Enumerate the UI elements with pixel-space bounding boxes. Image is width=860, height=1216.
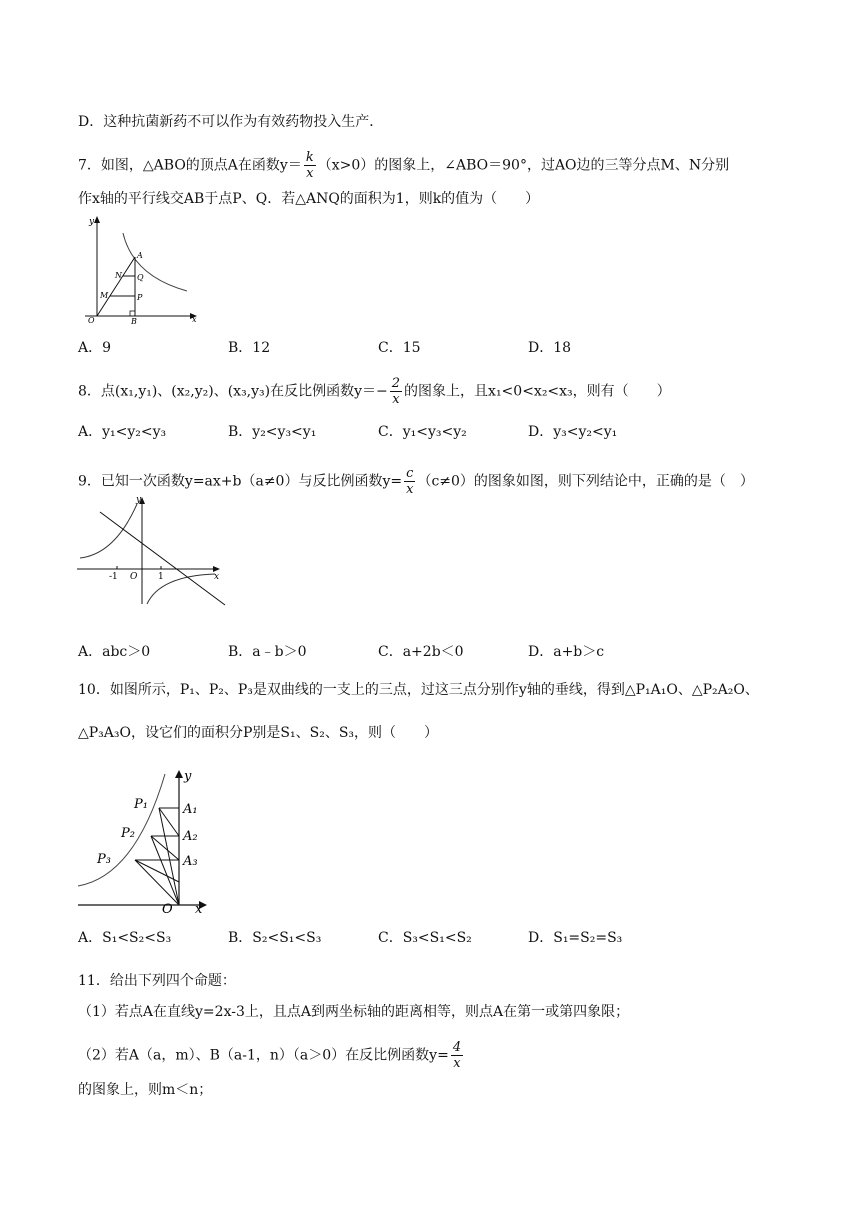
q9-label-x: x — [214, 572, 220, 582]
q8-option-a: A．y₁<y₂<y₃ — [78, 424, 167, 440]
q7-label-x: x — [192, 315, 197, 324]
q11-line4: 的图象上，则m＜n； — [78, 1082, 213, 1098]
q9-option-c: C．a+2b＜0 — [378, 644, 464, 660]
q7-label-o: O — [88, 316, 95, 325]
q7-line1 — [78, 150, 729, 181]
q10-label-a1: A₁ — [183, 802, 198, 817]
q9-label-y: y — [136, 495, 142, 505]
q11-fraction: $\frac{4}{x}$ — [452, 1040, 462, 1071]
q7-option-b: B．12 — [228, 340, 271, 356]
q10-label-y: y — [184, 769, 192, 784]
q7-label-y: y — [89, 217, 95, 227]
q10-option-a: A．S₁<S₂<S₃ — [78, 930, 172, 946]
q10-label-x: x — [195, 902, 203, 914]
q9-label-1: 1 — [158, 572, 164, 582]
q7-label-p: P — [137, 293, 143, 302]
q10-label-o: O — [162, 902, 173, 914]
q9-label-neg1: -1 — [109, 572, 118, 582]
q7-text-b: （x>0）的图象上，∠ABO＝90°，过AO边的三等分点M、N分别 — [317, 157, 730, 174]
q10-option-b: B．S₂<S₁<S₃ — [228, 930, 322, 946]
q7-option-d: D．18 — [528, 340, 572, 356]
q7-label-m: M — [100, 291, 109, 300]
q8-option-b: B．y₂<y₃<y₁ — [228, 424, 317, 440]
q9-text-b: （c≠0）的图象如图，则下列结论中，正确的是（ ） — [417, 473, 754, 490]
q10-label-a3: A₃ — [183, 854, 198, 869]
q10-label-a2: A₂ — [183, 829, 198, 844]
q8-fraction: $\frac{2}{x}$ — [391, 376, 401, 407]
q10-option-c: C．S₃<S₁<S₂ — [378, 930, 472, 946]
q7-text-a: 7．如图，△ABO的顶点A在函数y＝ — [78, 157, 302, 174]
q7-line2: 作x轴的平行线交AB于点P、Q．若△ANQ的面积为1，则k的值为（ ） — [78, 191, 540, 207]
q7-figure — [75, 214, 205, 326]
q7-label-b: B — [131, 317, 137, 326]
q10-option-d: D．S₁=S₂=S₃ — [528, 930, 623, 946]
q9-fraction: $\frac{c}{x}$ — [406, 466, 414, 497]
q11-line1: 11．给出下列四个命题： — [78, 973, 236, 989]
q7-label-n: N — [115, 271, 122, 280]
q10-label-p2: P₂ — [121, 826, 135, 841]
q8-text-a: 8．点(x₁,y₁)、(x₂,y₂)、(x₃,y₃)在反比例函数y＝− — [78, 383, 388, 400]
q8-option-c: C．y₁<y₃<y₂ — [378, 424, 467, 440]
q10-line2: △P₃A₃O，设它们的面积分P别是S₁、S₂、S₃，则（ ） — [78, 725, 439, 741]
q7-label-q: Q — [137, 273, 144, 282]
option-d-text: D．这种抗菌新药不可以作为有效药物投入生产． — [78, 114, 384, 130]
q11-line2: （1）若点A在直线y=2x-3上，且点A到两坐标轴的距离相等，则点A在第一或第四象限； — [78, 1004, 630, 1020]
q8-line1 — [78, 376, 671, 407]
q7-fraction: $\frac{k}{x}$ — [305, 150, 314, 181]
q9-option-b: B．a﹣b＞0 — [228, 644, 307, 660]
q9-option-a: A．abc＞0 — [78, 644, 151, 660]
q7-label-a: A — [137, 251, 143, 260]
q9-option-d: D．a+b＞c — [528, 644, 605, 660]
q11-line3 — [78, 1040, 465, 1071]
q9-label-o: O — [130, 572, 138, 582]
q10-line1: 10．如图所示，P₁、P₂、P₃是双曲线的一支上的三点，过这三点分别作y轴的垂线，得到△P₁A₁O、△P₂A₂O、 — [78, 682, 759, 698]
q8-option-d: D．y₃<y₂<y₁ — [528, 424, 618, 440]
q10-label-p1: P₁ — [134, 797, 148, 812]
q9-figure — [75, 492, 230, 608]
q11-text-a: （2）若A（a，m）、B（a-1，n）（a＞0）在反比例函数y= — [78, 1047, 449, 1064]
q7-option-a: A．9 — [78, 340, 112, 356]
q10-label-p3: P₃ — [97, 852, 111, 867]
q10-figure — [75, 764, 215, 914]
q8-text-b: 的图象上，且x₁<0<x₂<x₃，则有（ ） — [404, 383, 671, 400]
q9-text-a: 9．已知一次函数y=ax+b（a≠0）与反比例函数y= — [78, 473, 403, 490]
q7-option-c: C．15 — [378, 340, 421, 356]
